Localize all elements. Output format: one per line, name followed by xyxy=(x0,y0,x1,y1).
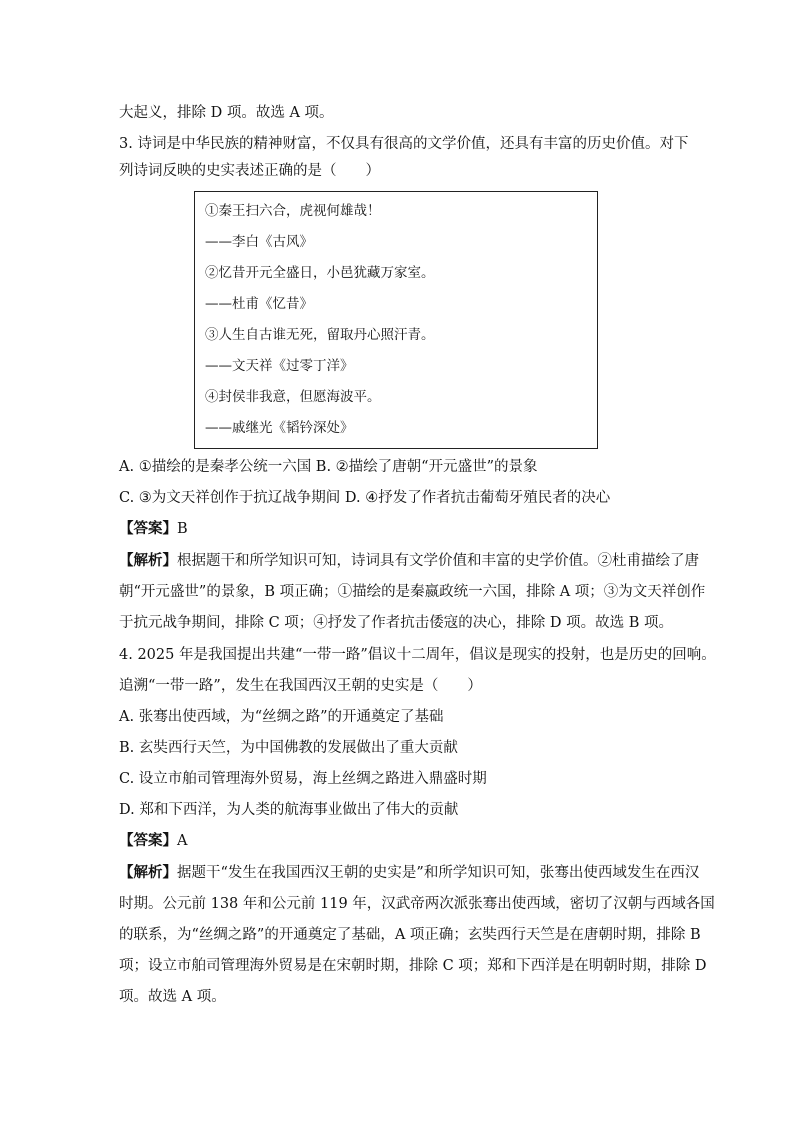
poem-author-3: ——文天祥《过零丁洋》 xyxy=(205,358,354,374)
q3-analysis-line-3: 于抗元战争期间，排除 C 项；④抒发了作者抗击倭寇的决心，排除 D 项。故选 B 项。 xyxy=(119,615,674,631)
q4-analysis-line-1 xyxy=(119,863,700,883)
q4-analysis-line-3: 的联系，为“丝绸之路”的开通奠定了基础，A 项正确；玄奘西行天竺是在唐朝时期，排除 B xyxy=(119,927,701,943)
q4-analysis-text-1: 据题干“发生在我国西汉王朝的史实是”和所学知识可知，张骞出使西域发生在西汉 xyxy=(177,865,700,881)
q3-analysis-line-1 xyxy=(119,551,699,571)
q3-stem-line-1: 3. 诗词是中华民族的精神财富，不仅具有很高的文学价值，还具有丰富的历史价值。对下 xyxy=(119,136,689,152)
q3-answer xyxy=(119,519,689,539)
q3-analysis-text-1: 根据题干和所学知识可知，诗词具有文学价值和丰富的史学价值。②杜甫描绘了唐 xyxy=(177,553,699,569)
poem-line-4: ④封侯非我意，但愿海波平。 xyxy=(205,389,381,405)
q4-option-a: A. 张骞出使西域，为“丝绸之路”的开通奠定了基础 xyxy=(119,709,444,725)
poem-author-1: ——李白《古风》 xyxy=(205,234,313,250)
q3-poem-box xyxy=(194,191,598,449)
q3-stem-line-2: 列诗词反映的史实表述正确的是（ ） xyxy=(119,163,380,179)
q3-analysis-label: 【解析】 xyxy=(119,552,177,569)
q4-analysis-line-5: 项。故选 A 项。 xyxy=(119,989,226,1005)
q4-analysis-line-2: 时期。公元前 138 年和公元前 119 年，汉武帝两次派张骞出使西域，密切了汉朝与西域各国 xyxy=(119,896,715,912)
intro-tail-text: 大起义，排除 D 项。故选 A 项。 xyxy=(119,105,334,121)
poem-line-1: ①秦王扫六合，虎视何雄哉！ xyxy=(205,203,381,219)
q4-option-c: C. 设立市舶司管理海外贸易，海上丝绸之路进入鼎盛时期 xyxy=(119,771,487,787)
q3-analysis-line-2: 朝“开元盛世”的景象，B 项正确；①描绘的是秦嬴政统一六国，排除 A 项；③为文天祥创作 xyxy=(119,584,706,600)
q4-option-b: B. 玄奘西行天竺，为中国佛教的发展做出了重大贡献 xyxy=(119,740,458,756)
poem-line-2: ②忆昔开元全盛日，小邑犹藏万家室。 xyxy=(205,265,435,281)
q4-analysis-line-4: 项；设立市舶司管理海外贸易是在宋朝时期，排除 C 项；郑和下西洋是在明朝时期，排除 D xyxy=(119,958,707,974)
q4-analysis-label: 【解析】 xyxy=(119,864,177,881)
q4-answer-value: A xyxy=(177,833,188,849)
poem-author-4: ——戚继光《韬钤深处》 xyxy=(205,420,354,436)
poem-line-3: ③人生自古谁无死，留取丹心照汗青。 xyxy=(205,327,435,343)
q4-answer-label: 【答案】 xyxy=(119,832,177,849)
q3-options-line-1: A. ①描绘的是秦孝公统一六国 B. ②描绘了唐朝“开元盛世”的景象 xyxy=(119,459,538,475)
q4-answer xyxy=(119,831,689,851)
q4-stem-line-2: 追溯“一带一路”，发生在我国西汉王朝的史实是（ ） xyxy=(119,678,482,694)
q4-stem-line-1: 4. 2025 年是我国提出共建“一带一路”倡议十二周年，倡议是现实的投射，也是历史的回响。 xyxy=(119,647,716,663)
q3-answer-label: 【答案】 xyxy=(119,520,177,537)
poem-author-2: ——杜甫《忆昔》 xyxy=(205,296,313,312)
q4-option-d: D. 郑和下西洋，为人类的航海事业做出了伟大的贡献 xyxy=(119,802,459,818)
q3-answer-value: B xyxy=(177,521,188,537)
q3-options-line-2: C. ③为文天祥创作于抗辽战争期间 D. ④抒发了作者抗击葡萄牙殖民者的决心 xyxy=(119,490,611,506)
